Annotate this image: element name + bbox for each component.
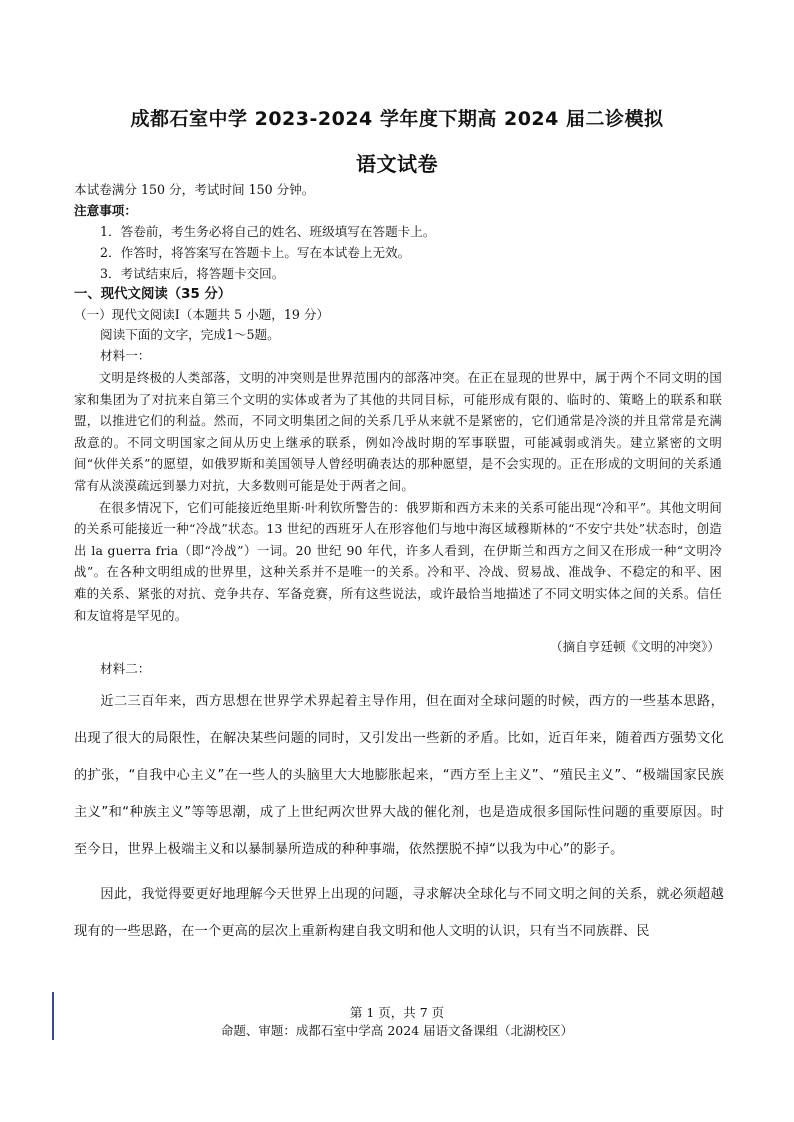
material1-source: （摘自亨廷顿《文明的冲突》）: [549, 639, 720, 654]
material1-paragraph: 在很多情况下，它们可能接近绝里斯·叶利钦所警告的：俄罗斯和西方未来的关系可能出现“冷和平”。其他文明间的关系可能接近一种“冷战”状态。13 世纪的西班牙人在形容他们与地中海区域穆斯林的“不安宁共处”状态时，创造出 la guerra fria（即“冷战”）一词。20 世纪 90 年代，许多人看到，在伊斯兰和西方之间又在形成一种“文明冷战”。在各种文明组成的世界里，这种关系并不是唯一的关系。冷和平、冷战、贸易战、准战争、不稳定的和平、困难的关系、紧张的对抗、竞争共存、军备竞赛，所有这些说法，或许最恰当地描述了不同文明实体之间的关系。信任和友谊将是罕见的。: [74, 499, 722, 623]
exam-subtitle: 语文试卷: [356, 152, 438, 176]
material1-paragraph: 文明是终极的人类部落，文明的冲突则是世界范围内的部落冲突。在正在显现的世界中，属于两个不同文明的国家和集团为了对抗来自第三个文明的实体或者为了其他的共同目标，可能形成有限的、临时的、策略上的联系和联盟，以推进它们的利益。然而，不同文明集团之间的关系几乎从来就不是紧密的，它们通常是冷淡的并且常常是充满敌意的。不同文明国家之间从历史上继承的联系，例如冷战时期的军事联盟，可能减弱或消失。建立紧密的文明间“伙伴关系”的愿望，如俄罗斯和美国领导人曾经明确表达的那种愿望，是不会实现的。正在形成的文明间的关系通常有从淡漠疏远到暴力对抗，大多数则可能是处于两者之间。: [74, 370, 722, 493]
score-time-note: 本试卷满分 150 分，考试时间 150 分钟。: [74, 182, 315, 197]
material2-body: [74, 683, 724, 950]
footer-credit: 命题、审题：成都石室中学高 2024 届语文备课组（北湖校区）: [220, 1023, 574, 1038]
material1-body: [74, 367, 722, 626]
note-item-3: 3．考试结束后，将答题卡交回。: [100, 266, 285, 281]
exam-title: 成都石室中学 2023-2024 学年度下期高 2024 届二诊模拟: [130, 108, 664, 130]
material2-paragraph: 因此，我觉得要更好地理解今天世界上出现的问题，寻求解决全球化与不同文明之间的关系，就必须超越现有的一些思路，在一个更高的层次上重新构建自我文明和他人文明的认识，只有当不同族群、民: [74, 887, 724, 939]
note-item-2: 2．作答时，将答案写在答题卡上。写在本试卷上无效。: [100, 245, 411, 260]
material2-label: 材料二：: [100, 661, 151, 676]
section-heading: 一、现代文阅读（35 分）: [74, 287, 232, 302]
reading-instruction: 阅读下面的文字，完成1～5题。: [100, 327, 280, 342]
note-item-1: 1．答卷前，考生务必将自己的姓名、班级填写在答题卡上。: [100, 224, 436, 239]
page-number: 第 1 页，共 7 页: [349, 1005, 445, 1020]
notes-heading: 注意事项：: [74, 203, 137, 218]
material1-label: 材料一：: [100, 348, 151, 363]
material2-paragraph: 近二三百年来，西方思想在世界学术界起着主导作用，但在面对全球问题的时候，西方的一些基本思路，出现了很大的局限性，在解决某些问题的同时，又引发出一些新的矛盾。比如，近百年来，随着西方强势文化的扩张，“自我中心主义”在一些人的头脑里大大地膨胀起来，“西方至上主义”、“殖民主义”、“极端国家民族主义”和“种族主义”等等思潮，成了上世纪两次世界大战的催化剂，也是造成很多国际性问题的重要原因。时至今日，世界上极端主义和以暴制暴所造成的种种事端，依然摆脱不掉“以我为中心”的影子。: [74, 694, 724, 857]
sub-section-heading: （一）现代文阅读Ⅰ（本题共 5 小题，19 分）: [74, 307, 330, 322]
